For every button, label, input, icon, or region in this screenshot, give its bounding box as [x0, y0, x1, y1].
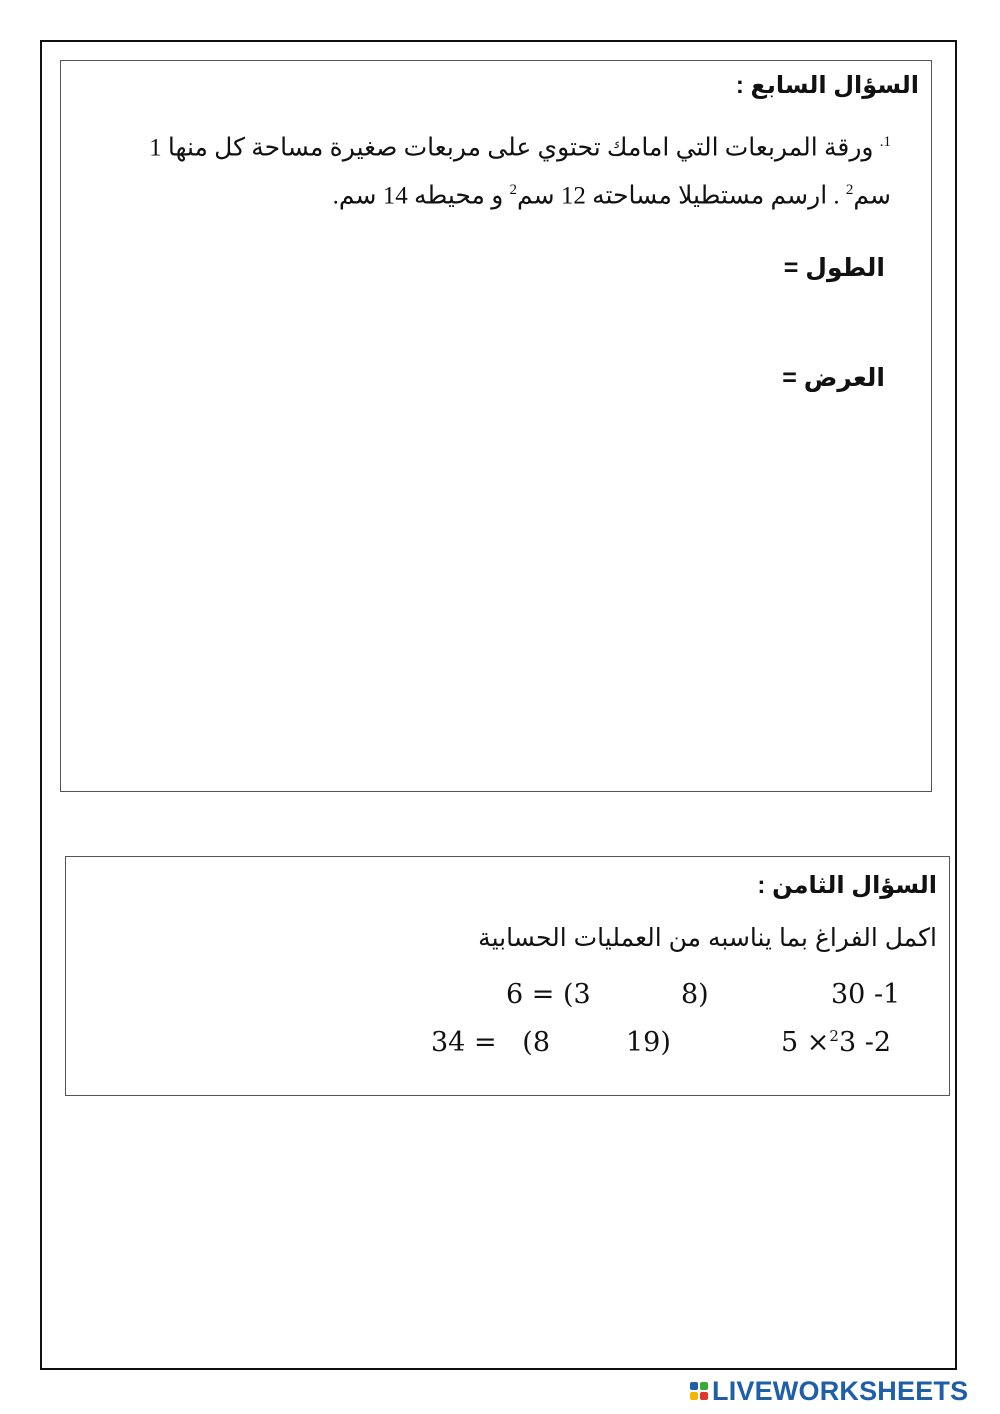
equation-2-superscript: 2: [829, 1027, 839, 1045]
unit-cm: سم: [853, 182, 891, 210]
liveworksheets-logo: [690, 1376, 968, 1406]
question-7-text: [91, 121, 891, 218]
question-7-box: [60, 60, 932, 792]
perimeter-instruction: و محيطه 14 سم.: [332, 182, 504, 210]
area-instruction: . ارسم مستطيلا مساحته 12 سم: [517, 182, 840, 210]
equation-1-right: 30 -1: [831, 979, 901, 1010]
logo-text: LIVEWORKSHEETS: [712, 1375, 969, 1406]
question-7-title: السؤال السابع :: [735, 72, 919, 99]
question-7-line-2: [91, 169, 891, 217]
equation-1-mid: 8): [681, 979, 709, 1010]
item-number: 1.: [879, 134, 891, 150]
superscript-2: 2: [845, 182, 854, 199]
equation-2-right-a: 5 ×: [781, 1027, 830, 1058]
question-8-title: السؤال الثامن :: [757, 872, 937, 899]
equation-2-right-b: 3 -2: [838, 1027, 891, 1058]
question-8-instruction: اكمل الفراغ بما يناسبه من العمليات الحسابية: [478, 924, 937, 952]
logo-mark-icon: [690, 1382, 708, 1400]
equation-1-left: 6 = (3: [506, 979, 591, 1010]
width-label: العرض =: [782, 364, 885, 392]
equation-2-mid: 19): [626, 1027, 671, 1058]
equation-2-right: [781, 1027, 891, 1058]
equation-2-left: 34 = (8: [431, 1027, 551, 1058]
question-7-line-1-text: ورقة المربعات التي امامك تحتوي على مربعات صغيرة مساحة كل منها 1: [149, 134, 874, 162]
question-8-box: [65, 856, 950, 1096]
question-7-line-1: [91, 121, 891, 169]
superscript-2b: 2: [509, 182, 518, 199]
length-label: الطول =: [783, 254, 885, 282]
